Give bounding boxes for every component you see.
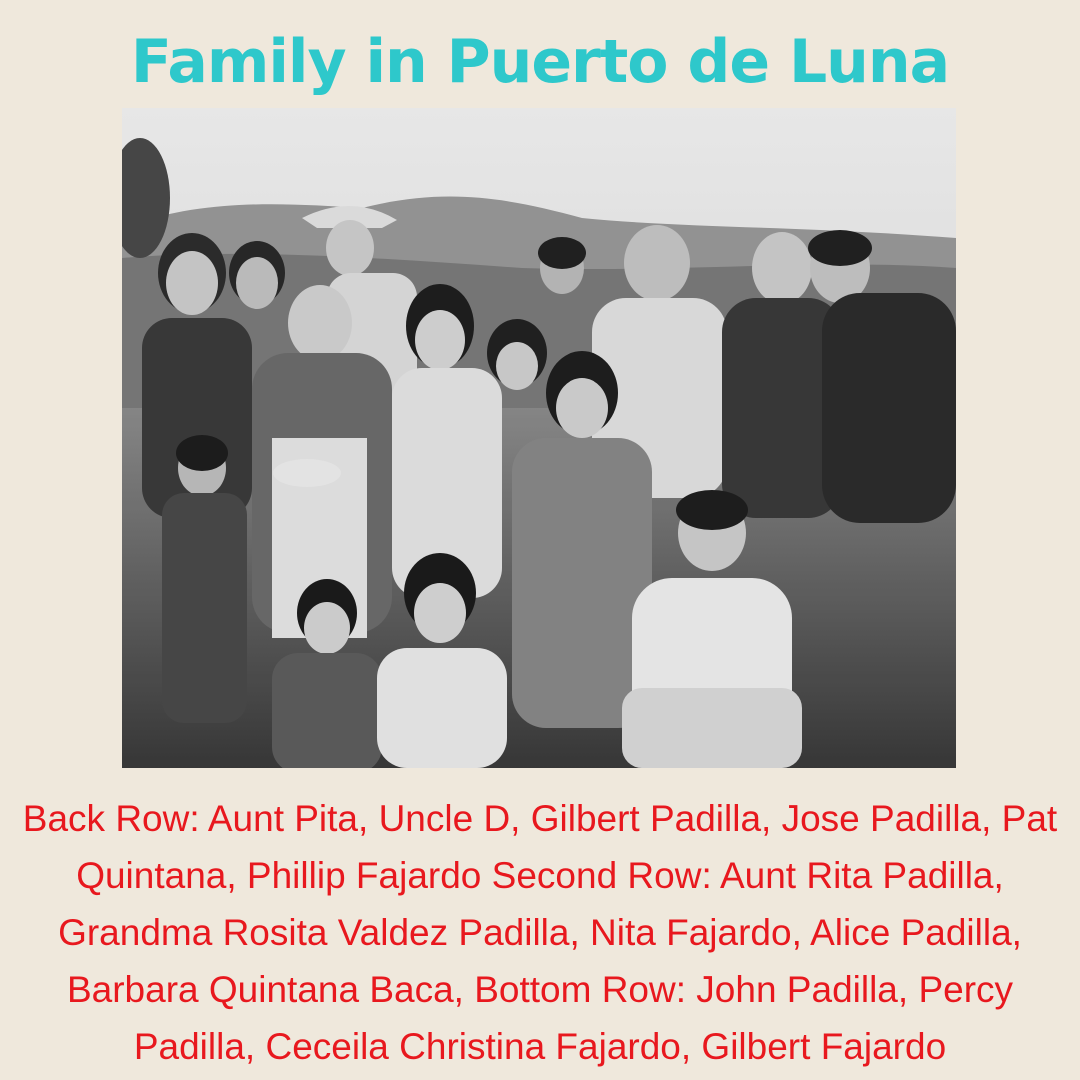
photo-caption: Back Row: Aunt Pita, Uncle D, Gilbert Padilla, Jose Padilla, Pat Quintana, Phillip Fajardo Second Row: Aunt Rita Padilla, Grandma Rosita Valdez Padilla, Nita Fajardo, Alice Padilla, Barbara Quintana Baca, Bottom Row: John Padilla, Percy Padilla, Ceceila Christina Fajardo, Gilbert Fajardo bbox=[22, 798, 1058, 1067]
page-title: Family in Puerto de Luna bbox=[130, 27, 950, 97]
family-photo-illustration bbox=[122, 108, 956, 768]
family-photo bbox=[122, 108, 956, 768]
